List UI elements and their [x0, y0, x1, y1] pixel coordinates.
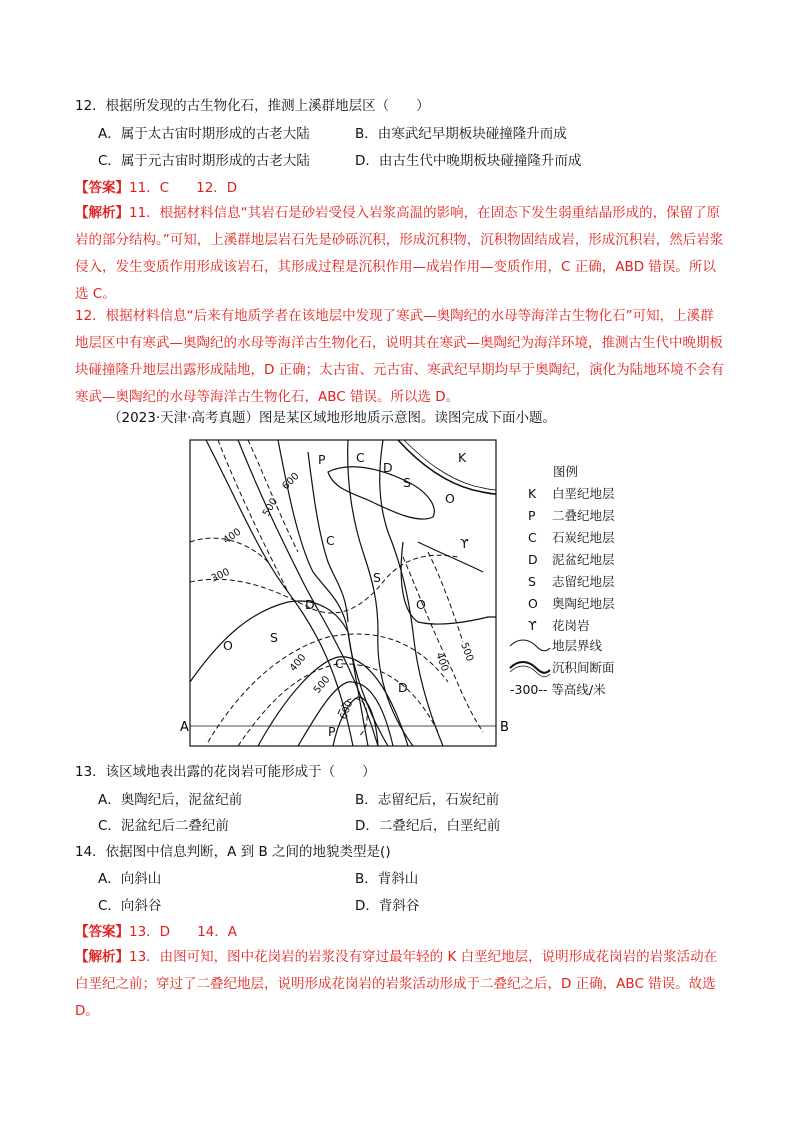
q13-option-d: D．二叠纪后，白垩纪前 [355, 818, 501, 834]
legend-sym-d: D [528, 552, 538, 567]
answer-tag-2: 【答案】 [75, 924, 129, 940]
granite-symbol: ϒ [460, 536, 469, 551]
legend-label-p: 二叠纪地层 [552, 508, 615, 523]
q12-option-c: C．属于元古宙时期形成的古老大陆 [98, 153, 310, 169]
legend-title: 图例 [553, 464, 579, 479]
q12-option-d: D．由古生代中晚期板块碰撞隆升而成 [355, 153, 582, 169]
contour-label-600b: 600 [338, 699, 356, 722]
q14-option-c: C．向斜谷 [98, 898, 162, 914]
q14-stem: 14．依据图中信息判断，A 到 B 之间的地貌类型是() [75, 844, 391, 860]
legend-label-s: 志留纪地层 [552, 574, 615, 589]
contour-label-400c: 400 [433, 651, 451, 673]
legend-label-contour: -300-- 等高线/米 [510, 682, 606, 697]
stratum-p-top: P [318, 452, 326, 467]
geologic-map [178, 432, 638, 750]
stratum-o-mid: O [416, 597, 426, 612]
legend-label-unconformity: 沉积间断面 [552, 660, 615, 675]
point-a: A [180, 720, 189, 735]
q12-stem: 12．根据所发现的古生物化石，推测上溪群地层区（ ） [75, 98, 430, 114]
analysis-11 [75, 200, 725, 308]
q14-option-d: D．背斜谷 [355, 898, 420, 914]
analysis-13-text: 13．由图可知，图中花岗岩的岩浆没有穿过最年轻的 K 白垩纪地层，说明形成花岗岩的岩浆活动在白垩纪之前；穿过了二叠纪地层，说明形成花岗岩的岩浆活动形成于二叠纪之后，D 正确，ABC 错误。故选 D。 [75, 949, 718, 1019]
analysis-11-text: 11．根据材料信息“其岩石是砂岩受侵入岩浆高温的影响，在固态下发生弱重结晶形成的，保留了原岩的部分结构。”可知，上溪群地层岩石先是砂砾沉积，形成沉积物，沉积物固结成岩，形成沉积岩，然后岩浆侵入，发生变质作用形成该岩石，其形成过程是沉积作用—成岩作用—变质作用，C 正确，ABD 错误。所以选 C。 [75, 205, 724, 302]
stratum-d-mid: D [305, 597, 315, 612]
stratum-c-low: C [335, 656, 344, 671]
q14-option-a: A．向斜山 [98, 871, 162, 887]
q14-option-b: B．背斜山 [355, 871, 419, 887]
q13-option-a: A．奥陶纪后，泥盆纪前 [98, 792, 243, 808]
answer-text-2: 13．D 14．A [129, 924, 237, 940]
answer-text: 11．C 12．D [129, 180, 238, 196]
contour-label-500: 500 [261, 496, 281, 519]
q13-option-b: B．志留纪后，石炭纪前 [355, 792, 500, 808]
legend-sym-granite: ϒ [528, 618, 537, 633]
contour-label-400: 400 [221, 526, 244, 547]
contour-label-500b: 500 [311, 674, 333, 696]
map-frame [190, 440, 496, 746]
legend-label-boundary: 地层界线 [552, 638, 603, 653]
analysis-tag-2: 【解析】 [75, 949, 129, 965]
analysis-tag: 【解析】 [75, 205, 129, 221]
section-intro: （2023·天津·高考真题）图是某区域地形地质示意图。读图完成下面小题。 [108, 410, 556, 426]
stratum-o-right: O [445, 491, 455, 506]
stratum-k: K [458, 450, 467, 465]
contour-label-300: 300 [209, 566, 232, 585]
answer-block-1 [75, 178, 237, 198]
legend-label-d: 泥盆纪地层 [552, 552, 615, 567]
answer-block-2 [75, 922, 237, 942]
legend-sym-p: P [528, 508, 536, 523]
contour-label-500c: 500 [458, 641, 476, 663]
stratum-s-left: S [270, 630, 278, 645]
legend-label-o: 奥陶纪地层 [552, 596, 615, 611]
analysis-12: 12．根据材料信息“后来有地质学者在该地层中发现了寒武—奥陶纪的水母等海洋古生物化石”可知，上溪群地层区中有寒武—奥陶纪的水母等海洋古生物化石，说明其在寒武—奥陶纪为海洋环境，推测古生代中晚期板块碰撞隆升地层出露形成陆地，D 正确；太古宙、元古宙、寒武纪早期均早于奥陶纪，演化为陆地环境不会有寒武—奥陶纪的水母等海洋古生物化石，ABC 错误。所以选 D。 [75, 308, 725, 405]
stratum-c-mid: C [326, 533, 335, 548]
analysis-13 [75, 944, 725, 1025]
legend-label-k: 白垩纪地层 [552, 486, 615, 501]
stratum-d-top: D [383, 460, 393, 475]
contour-label-400b: 400 [287, 652, 309, 674]
stratum-c-top: C [356, 450, 365, 465]
legend-sym-k: K [528, 486, 537, 501]
stratum-s-top: S [403, 475, 411, 490]
map-legend [510, 464, 615, 697]
q13-stem: 13．该区域地表出露的花岗岩可能形成于（ ） [75, 764, 376, 780]
q13-option-c: C．泥盆纪后二叠纪前 [98, 818, 229, 834]
legend-sym-o: O [528, 596, 538, 611]
stratum-d-low: D [398, 680, 408, 695]
answer-tag: 【答案】 [75, 180, 129, 196]
stratum-p-low: P [328, 724, 336, 739]
stratum-o-left: O [223, 638, 233, 653]
legend-sym-c: C [528, 530, 537, 545]
legend-label-c: 石炭纪地层 [552, 530, 615, 545]
legend-sym-s: S [528, 574, 536, 589]
point-b: B [500, 720, 509, 735]
q12-option-a: A．属于太古宙时期形成的古老大陆 [98, 126, 310, 142]
stratum-s-mid: S [373, 570, 381, 585]
legend-label-granite: 花岗岩 [552, 618, 590, 633]
q12-option-b: B．由寒武纪早期板块碰撞隆升而成 [355, 126, 567, 142]
contour-label-600: 600 [280, 470, 302, 493]
